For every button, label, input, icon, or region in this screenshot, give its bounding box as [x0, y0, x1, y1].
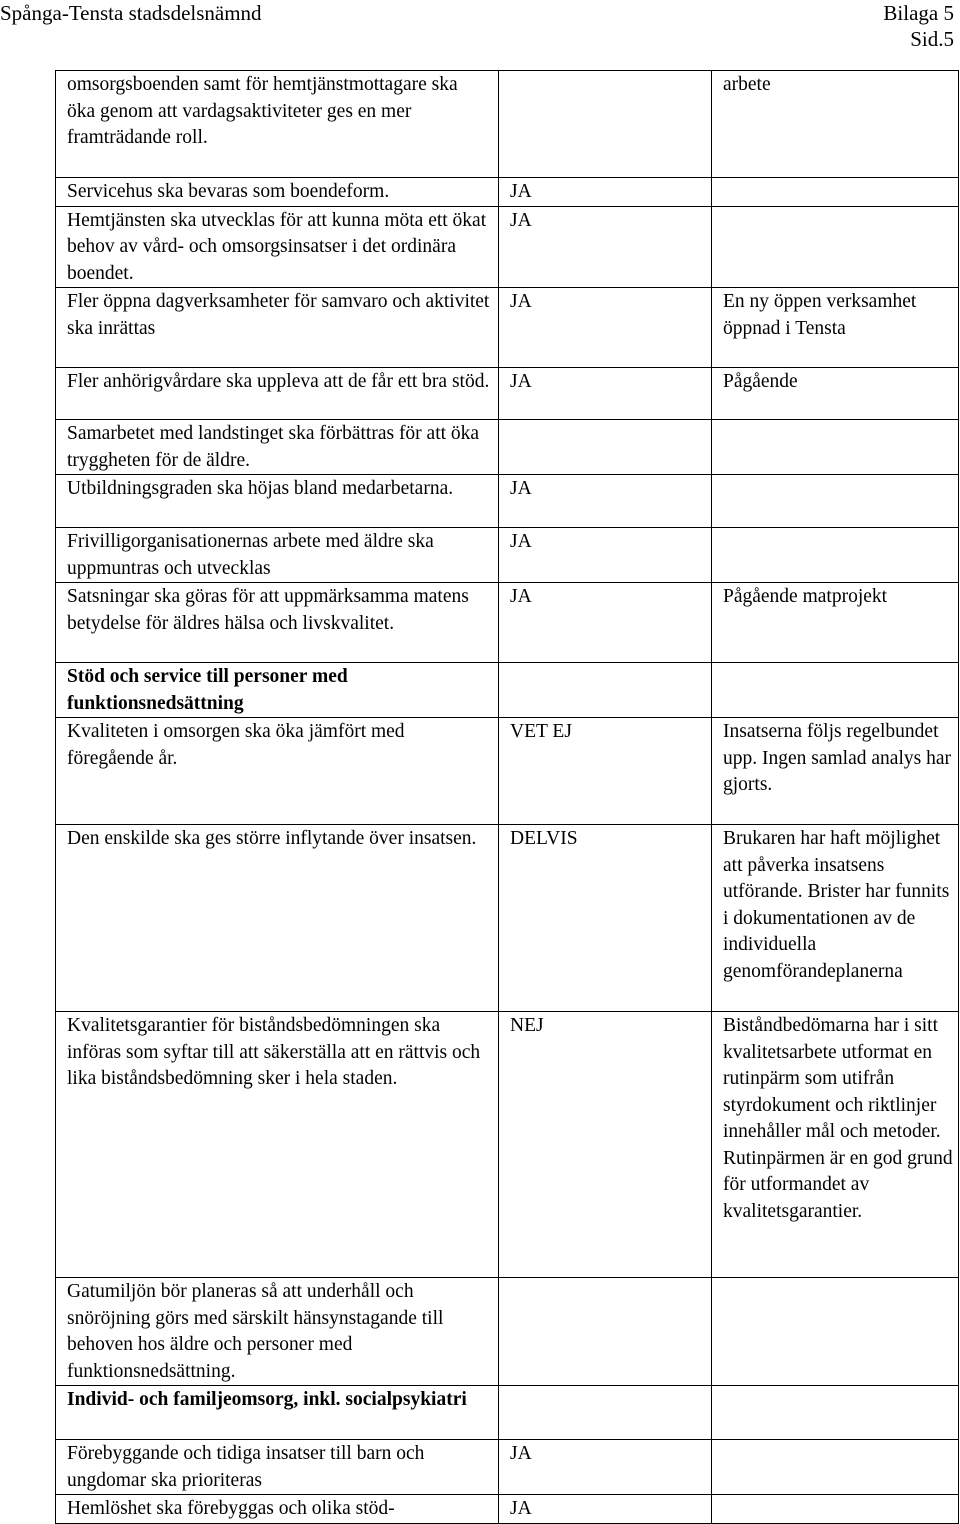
status-cell — [499, 71, 712, 178]
comment-cell — [712, 663, 959, 718]
comment-cell — [712, 1278, 959, 1386]
table-row — [56, 1440, 959, 1495]
comment-cell — [712, 528, 959, 583]
table-row — [56, 825, 959, 1012]
goal-cell: Kvalitetsgarantier för biståndsbedömningen ska införas som syftar till att säkerställa att en rättvis och lika biståndsbedömning sker i hela staden. — [56, 1012, 499, 1278]
goals-table-body — [56, 71, 959, 1524]
header-title: Spånga-Tensta stadsdelsnämnd — [0, 1, 262, 25]
status-cell: JA — [499, 528, 712, 583]
table-row — [56, 1386, 959, 1440]
goal-cell: Förebyggande och tidiga insatser till barn och ungdomar ska prioriteras — [56, 1440, 499, 1495]
table-row — [56, 420, 959, 475]
goal-cell: Frivilligorganisationernas arbete med äldre ska uppmuntras och utvecklas — [56, 528, 499, 583]
goal-cell: Utbildningsgraden ska höjas bland medarbetarna. — [56, 475, 499, 528]
status-cell: JA — [499, 206, 712, 288]
comment-cell: Brukaren har haft möjlighet att påverka insatsens utförande. Brister har funnits i dokumentationen av de individuella genomförandeplanerna — [712, 825, 959, 1012]
goal-cell: Kvaliteten i omsorgen ska öka jämfört med föregående år. — [56, 718, 499, 825]
comment-cell: Pågående — [712, 368, 959, 420]
status-cell — [499, 1386, 712, 1440]
comment-cell — [712, 206, 959, 288]
comment-cell — [712, 1440, 959, 1495]
goal-cell: Hemtjänsten ska utvecklas för att kunna möta ett ökat behov av vård- och omsorgsinsatser i det ordinära boendet. — [56, 206, 499, 288]
table-row — [56, 718, 959, 825]
goals-table — [55, 70, 959, 1524]
comment-cell — [712, 1495, 959, 1524]
comment-cell: arbete — [712, 71, 959, 178]
comment-cell — [712, 1386, 959, 1440]
table-row — [56, 206, 959, 288]
status-cell — [499, 1278, 712, 1386]
status-cell: DELVIS — [499, 825, 712, 1012]
header-page-number: Sid.5 — [910, 27, 954, 51]
goal-cell: Den enskilde ska ges större inflytande över insatsen. — [56, 825, 499, 1012]
goal-cell: Stöd och service till personer med funktionsnedsättning — [56, 663, 499, 718]
status-cell: NEJ — [499, 1012, 712, 1278]
table-row — [56, 178, 959, 207]
table-row — [56, 475, 959, 528]
comment-cell: Biståndbedömarna har i sitt kvalitetsarbete utformat en rutinpärm som utifrån styrdokument och riktlinjer innehåller mål och metoder. Rutinpärmen är en god grund för utformandet av kvalitetsgarantier. — [712, 1012, 959, 1278]
table-row — [56, 288, 959, 368]
comment-cell — [712, 178, 959, 207]
comment-cell: Pågående matprojekt — [712, 583, 959, 663]
header-bilaga: Bilaga 5 — [883, 1, 954, 25]
comment-cell — [712, 475, 959, 528]
table-row — [56, 71, 959, 178]
comment-cell — [712, 420, 959, 475]
table-row — [56, 663, 959, 718]
status-cell: VET EJ — [499, 718, 712, 825]
status-cell — [499, 663, 712, 718]
header-page-info — [883, 0, 954, 52]
table-row — [56, 1495, 959, 1524]
status-cell: JA — [499, 288, 712, 368]
goal-cell: omsorgsboenden samt för hemtjänstmottagare ska öka genom att vardagsaktiviteter ges en mer framträdande roll. — [56, 71, 499, 178]
goal-cell: Fler anhörigvårdare ska uppleva att de får ett bra stöd. — [56, 368, 499, 420]
table-row — [56, 583, 959, 663]
status-cell: JA — [499, 178, 712, 207]
status-cell: JA — [499, 1440, 712, 1495]
table-row — [56, 1278, 959, 1386]
goal-cell: Individ- och familjeomsorg, inkl. socialpsykiatri — [56, 1386, 499, 1440]
goal-cell: Servicehus ska bevaras som boendeform. — [56, 178, 499, 207]
comment-cell: En ny öppen verksamhet öppnad i Tensta — [712, 288, 959, 368]
comment-cell: Insatserna följs regelbundet upp. Ingen samlad analys har gjorts. — [712, 718, 959, 825]
goal-cell: Samarbetet med landstinget ska förbättras för att öka tryggheten för de äldre. — [56, 420, 499, 475]
goal-cell: Hemlöshet ska förebyggas och olika stöd- — [56, 1495, 499, 1524]
status-cell: JA — [499, 1495, 712, 1524]
goal-cell: Satsningar ska göras för att uppmärksamma matens betydelse för äldres hälsa och livskvalitet. — [56, 583, 499, 663]
table-row — [56, 368, 959, 420]
status-cell: JA — [499, 368, 712, 420]
status-cell — [499, 420, 712, 475]
table-row — [56, 1012, 959, 1278]
goal-cell: Fler öppna dagverksamheter för samvaro och aktivitet ska inrättas — [56, 288, 499, 368]
table-row — [56, 528, 959, 583]
goal-cell: Gatumiljön bör planeras så att underhåll och snöröjning görs med särskilt hänsynstagande till behoven hos äldre och personer med funktionsnedsättning. — [56, 1278, 499, 1386]
status-cell: JA — [499, 583, 712, 663]
status-cell: JA — [499, 475, 712, 528]
